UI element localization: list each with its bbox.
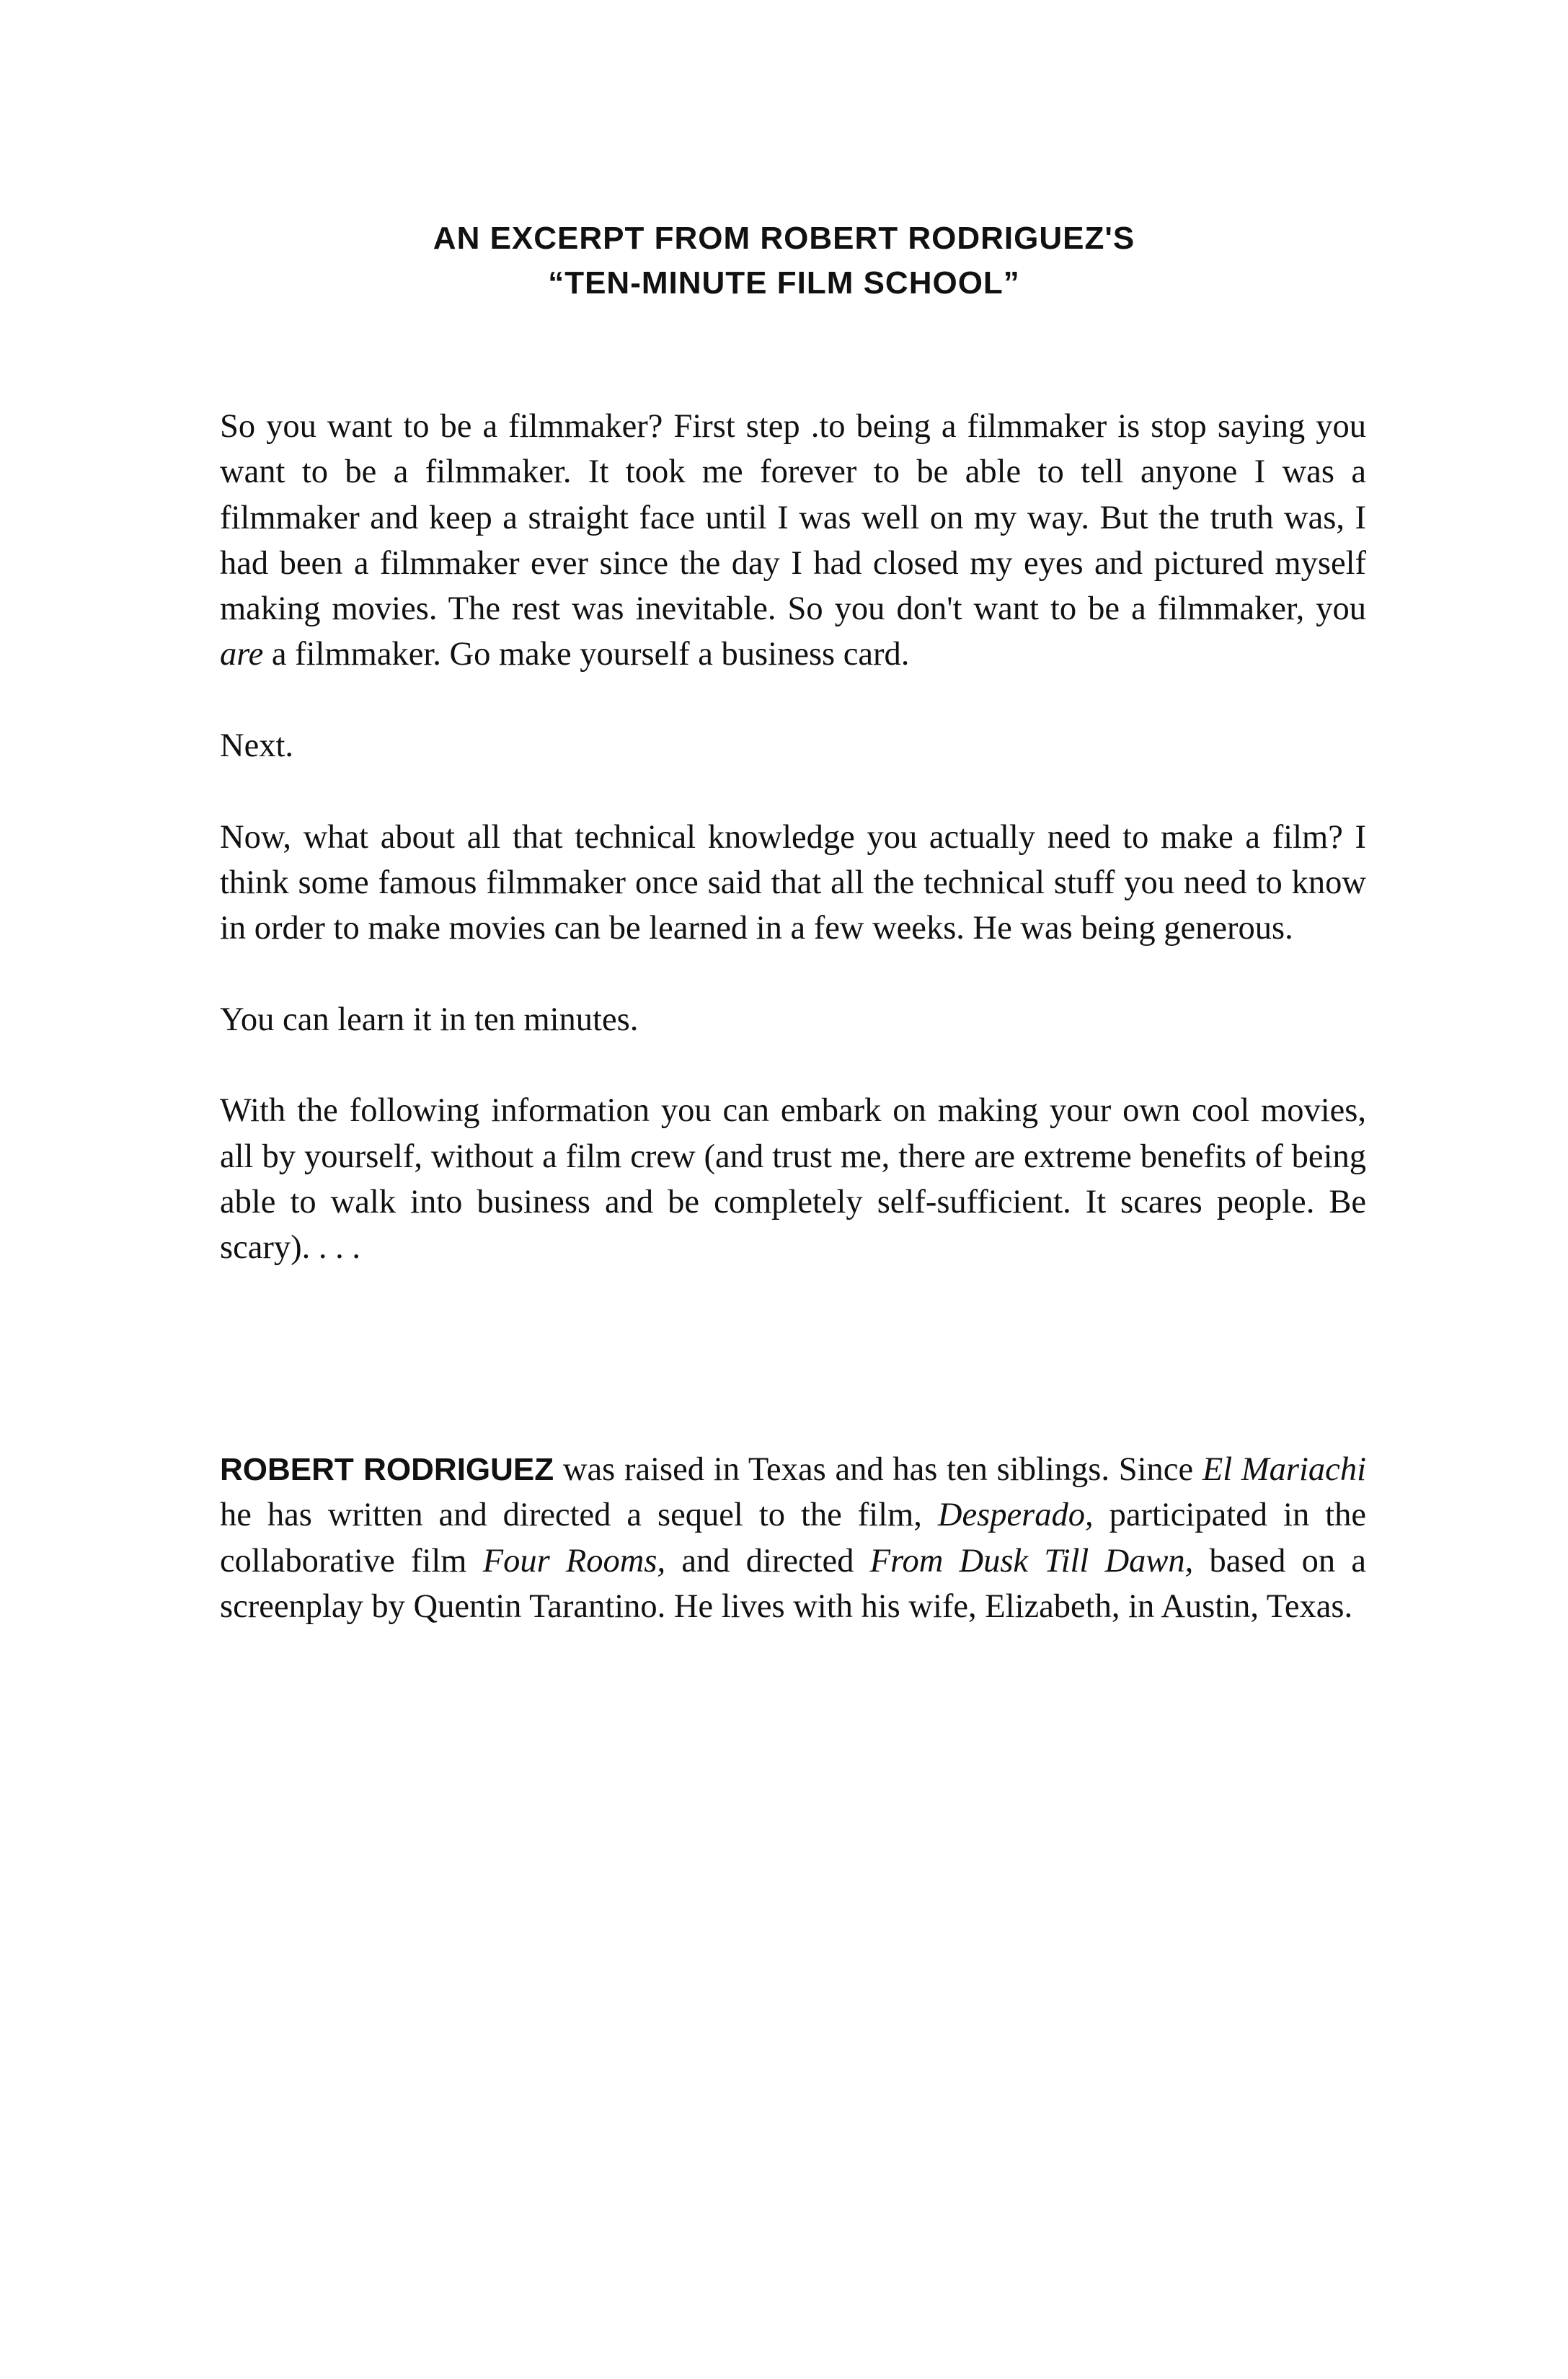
paragraph-1-emphasis: are bbox=[220, 636, 264, 673]
paragraph-4: You can learn it in ten minutes. bbox=[220, 1001, 639, 1038]
excerpt-body bbox=[220, 404, 1366, 1316]
author-bio bbox=[220, 1447, 1366, 1629]
paragraph-1 bbox=[220, 404, 1366, 678]
bio-text-4: and directed bbox=[665, 1542, 870, 1580]
paragraph-3: Now, what about all that technical knowledge you actually need to make a film? I think some famous filmmaker once said that all the technical stuff you need to know in order to make movies can be learned in a few weeks. He was being generous. bbox=[220, 818, 1366, 947]
bio-text-5: based on a screenplay by Quentin Tarantino. He lives with his wife, Elizabeth, in Austin, Texas. bbox=[220, 1542, 1366, 1625]
paragraph-5: With the following information you can embark on making your own cool movies, all by yourself, without a film crew (and trust me, there are extreme benefits of being able to walk into business and be completely self-sufficient. It scares people. Be scary). . . . bbox=[220, 1092, 1366, 1267]
bio-film-1: El Mariachi bbox=[1202, 1451, 1366, 1488]
title-line-1: AN EXCERPT FROM ROBERT RODRIGUEZ'S bbox=[433, 221, 1135, 256]
title-line-2: “TEN-MINUTE FILM SCHOOL” bbox=[548, 265, 1020, 301]
bio-film-2: Desperado, bbox=[937, 1497, 1094, 1534]
paragraph-1-text-b: a filmmaker. Go make yourself a business card. bbox=[263, 636, 910, 673]
bio-film-4: From Dusk Till Dawn, bbox=[869, 1542, 1194, 1580]
page-title bbox=[0, 216, 1568, 306]
paragraph-2: Next. bbox=[220, 727, 294, 765]
bio-film-3: Four Rooms, bbox=[482, 1542, 666, 1580]
bio-text-1: was raised in Texas and has ten siblings. Since bbox=[554, 1451, 1202, 1488]
author-name: ROBERT RODRIGUEZ bbox=[220, 1452, 554, 1487]
paragraph-1-text-a: So you want to be a filmmaker? First step .to being a filmmaker is stop saying you want to be a filmmaker. It took me forever to be able to tell anyone I was a filmmaker and keep a straight face until I was well on my way. But the truth was, I had been a filmmaker ever since the day I had closed my eyes and pictured myself making movies. The rest was inevitable. So you don't want to be a filmmaker, you bbox=[220, 408, 1366, 628]
bio-text-2: he has written and directed a sequel to the film, bbox=[220, 1497, 938, 1534]
bio-text-3: participated in the collaborative film bbox=[220, 1497, 1366, 1580]
